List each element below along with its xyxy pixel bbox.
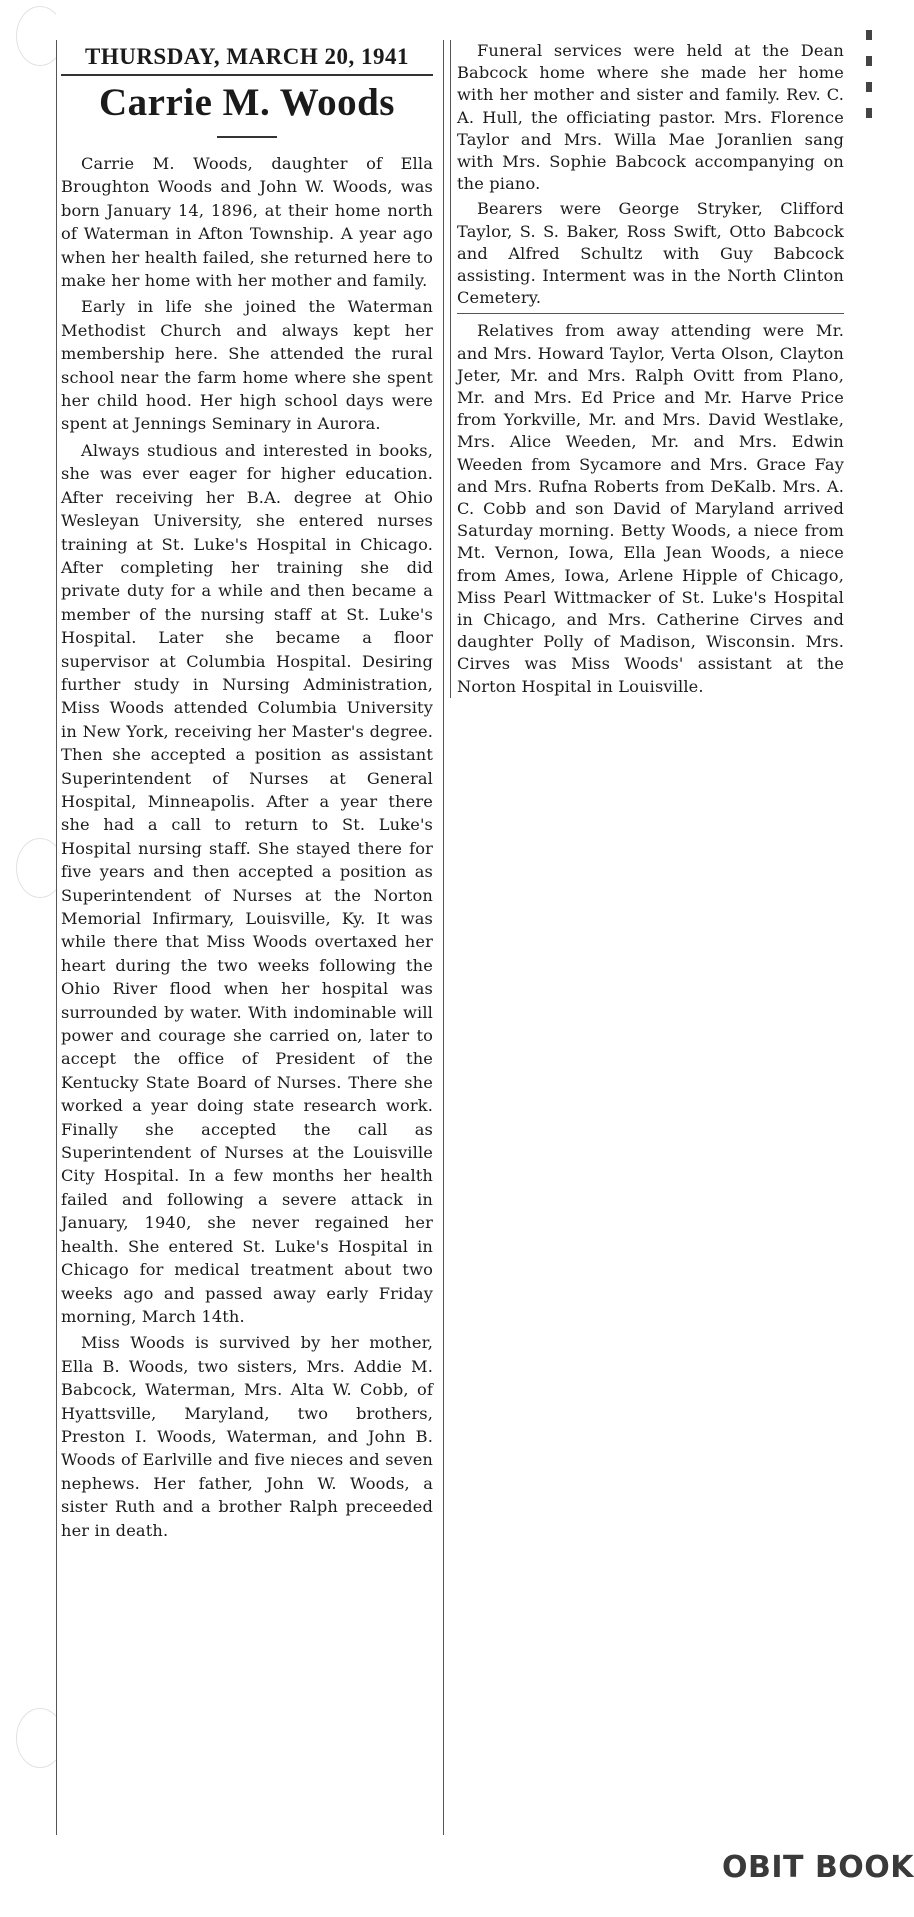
- paragraph-relatives: Relatives from away attending were Mr. and Mrs. Howard Taylor, Verta Olson, Clayton Jeter, Mr. and Mrs. Ralph Ovitt from Plano, Mr. and Mrs. Ed Price and Mr. Harve Price from Yorkville, Mr. and Mrs. David Westlake, Mrs. Alice Weeden, Mr. and Mrs. Edwin Weeden from Sycamore and Mrs. Grace Fay and Mrs. Rufna Roberts from DeKalb. Mrs. A. C. Cobb and son David of Maryland arrived Saturday morning. Betty Woods, a niece from Mt. Vernon, Iowa, Ella Jean Woods, a niece from Ames, Iowa, Arlene Hipple of Chicago, Miss Pearl Wittmacker of St. Luke's Hospital in Chicago, and Mrs. Catherine Cirves and daughter Polly of Madison, Wisconsin. Mrs. Cirves was Miss Woods' assistant at the Norton Hospital in Louisville.: [457, 321, 844, 696]
- paragraph-early-life: Early in life she joined the Waterman Methodist Church and always kept her membership here. She attended the rural school near the farm home where she spent her child hood. Her high school days were spent at Jennings Seminary in Aurora.: [61, 297, 433, 434]
- headline-rule: [217, 136, 277, 138]
- paragraph-survivors: Miss Woods is survived by her mother, Ella B. Woods, two sisters, Mrs. Addie M. Babcock, Waterman, Mrs. Alta W. Cobb, of Hyattsville, Maryland, two brothers, Preston I. Woods, Waterman, and John B. Woods of Earlville and five nieces and seven nephews. Her father, John W. Woods, a sister Ruth and a brother Ralph preceeded her in death.: [61, 1333, 433, 1540]
- paragraph-funeral: Funeral services were held at the Dean Babcock home where she made her home with her mother and sister and family. Rev. C. A. Hull, the officiating pastor. Mrs. Florence Taylor and Mrs. Willa Mae Joranlien sang with Mrs. Sophie Babcock accompanying on the piano.: [457, 41, 844, 194]
- section-divider: [457, 313, 844, 314]
- dateline: THURSDAY, MARCH 20, 1941: [61, 40, 433, 76]
- clipped-edge-text: [866, 30, 878, 134]
- obituary-right-column: [450, 40, 850, 701]
- headline: Carrie M. Woods: [98, 81, 395, 124]
- paragraph-career: Always studious and interested in books, she was ever eager for higher education. After receiving her B.A. degree at Ohio Wesleyan University, she entered nurses training at St. Luke's Hospital in Chicago. After completing her training she did private duty for a while and then became a member of the nursing staff at St. Luke's Hospital. Later she became a floor supervisor at Columbia Hospital. Desiring further study in Nursing Administration, Miss Woods attended Columbia University in New York, receiving her Master's degree. Then she accepted a position as assistant Superintendent of Nurses at General Hospital, Minneapolis. After a year there she had a call to return to St. Luke's Hospital nursing staff. She stayed there for five years and then accepted a position as Superintendent of Nurses at the Norton Memorial Infirmary, Louisville, Ky. It was while there that Miss Woods overtaxed her heart during the two weeks following the Ohio River flood when her hospital was surrounded by water. With indominable will power and courage she carried on, later to accept the office of President of the Kentucky State Board of Nurses. There she worked a year doing state research work. Finally she accepted the call as Superintendent of Nurses at the Louisville City Hospital. In a few months her health failed and following a severe attack in January, 1940, she never regained her health. She entered St. Luke's Hospital in Chicago for medical treatment about two weeks ago and passed away early Friday morning, March 14th.: [61, 440, 433, 1326]
- obituary-left-column: [56, 40, 444, 1835]
- obit-book-stamp: OBIT BOOK: [722, 1850, 914, 1885]
- paragraph-biography: Carrie M. Woods, daughter of Ella Broughton Woods and John W. Woods, was born January 14, 1896, at their home north of Waterman in Afton Township. A year ago when her health failed, she returned here to make her home with her mother and family.: [61, 154, 433, 291]
- paragraph-bearers: Bearers were George Stryker, Clifford Taylor, S. S. Baker, Ross Swift, Otto Babcock and Alfred Schultz with Guy Babcock assisting. Interment was in the North Clinton Cemetery.: [457, 199, 844, 308]
